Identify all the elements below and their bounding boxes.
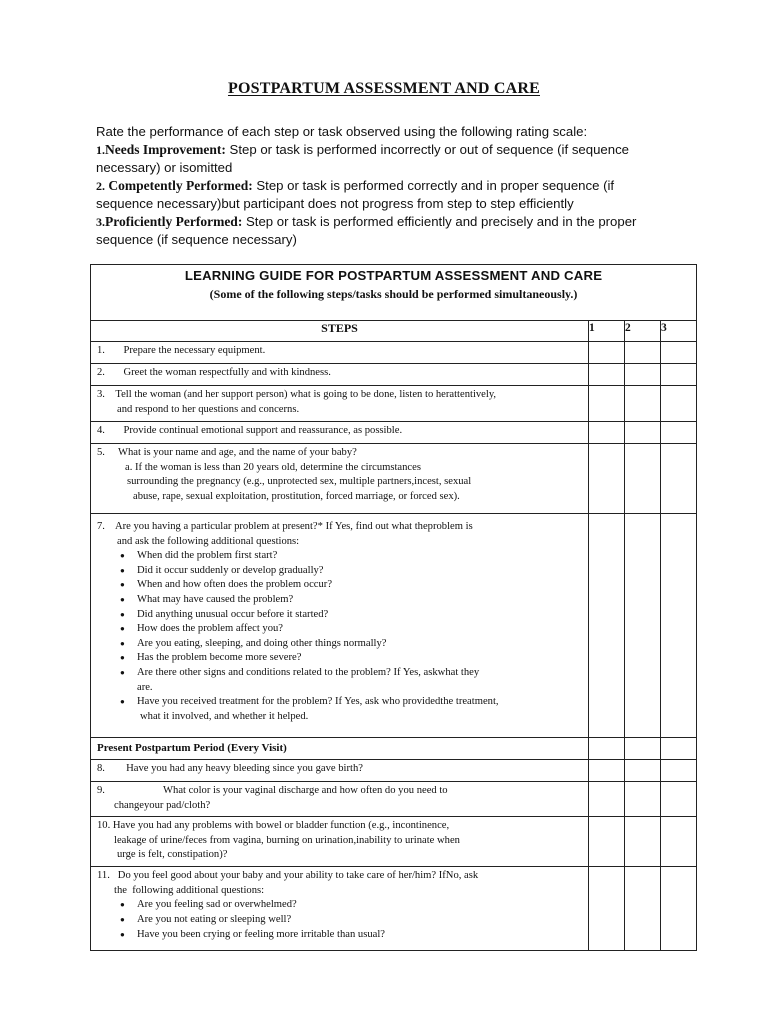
- step-cell: 7. Are you having a particular problem at present?* If Yes, find out what theproblem is and ask the following additional questions: ● When did the problem first start? ● Did it occur suddenly or develop gradually? ● When and how often does the problem occur? ● What may have caused the problem? ● Did anything unusual occur before it started? ● How does the problem affect you? ● Are you eating, sleeping, and doing other things normally? ● Has the problem become more severe? ● Are there other signs and conditions related to the problem? If Yes, askwhat they are. ● Have you received treatment for the problem? If Yes, ask who providedthe treatment, what it involved, and whether it helped.: [91, 514, 589, 738]
- rating-cell-2[interactable]: [625, 422, 661, 444]
- rating-cell-2[interactable]: [625, 514, 661, 738]
- step-cell: 5. What is your name and age, and the name of your baby? a. If the woman is less than 20 years old, determine the circumstances surrounding the pregnancy (e.g., unprotected sex, multiple partners,incest, sexual abuse, rape, sexual exploitation, prostitution, forced marriage, or forced sex).: [91, 444, 589, 514]
- table-row: [91, 867, 697, 951]
- question-list: [97, 549, 582, 724]
- list-item: ● Has the problem become more severe?: [120, 651, 582, 666]
- document-title: POSTPARTUM ASSESSMENT AND CARE: [227, 80, 540, 97]
- step-cell: 1. Prepare the necessary equipment.: [91, 342, 589, 364]
- rating-cell-3[interactable]: [661, 444, 697, 514]
- list-item: ● Are you not eating or sleeping well?: [120, 913, 582, 928]
- list-item: ● Are there other signs and conditions related to the problem? If Yes, askwhat they are.: [120, 666, 582, 695]
- rating-cell-2[interactable]: [625, 867, 661, 951]
- list-item: ● Did it occur suddenly or develop gradually?: [120, 564, 582, 579]
- guide-title: LEARNING GUIDE FOR POSTPARTUM ASSESSMENT AND CARE: [184, 268, 603, 283]
- step-cell: 9. What color is your vaginal discharge and how often do you need to changeyour pad/cloth?: [91, 782, 589, 817]
- rating-cell-3[interactable]: [661, 760, 697, 782]
- table-row: [91, 386, 697, 422]
- step-cell: 4. Provide continual emotional support and reassurance, as possible.: [91, 422, 589, 444]
- list-item: ● Have you received treatment for the problem? If Yes, ask who providedthe treatment, what it involved, and whether it helped.: [120, 695, 582, 724]
- rating-cell-2[interactable]: [625, 342, 661, 364]
- rating-cell-1[interactable]: [589, 738, 625, 760]
- guide-subtitle: (Some of the following steps/tasks should be performed simultaneously.): [209, 287, 578, 301]
- rating-cell-1[interactable]: [589, 867, 625, 951]
- table-row: [91, 817, 697, 867]
- rating-cell-2[interactable]: [625, 738, 661, 760]
- list-item: ● When and how often does the problem occur?: [120, 578, 582, 593]
- scale-item-1-cont: necessary) or isomitted: [96, 160, 233, 175]
- rating-cell-2[interactable]: [625, 760, 661, 782]
- section-heading: Present Postpartum Period (Every Visit): [91, 738, 589, 760]
- rating-cell-1[interactable]: [589, 342, 625, 364]
- step-cell: 11. Do you feel good about your baby and your ability to take care of her/him? IfNo, ask the following additional questions: ● Are you feeling sad or overwhelmed? ● Are you not eating or sleeping well? ● Have you been crying or feeling more irritable than usual?: [91, 867, 589, 951]
- steps-column-header: STEPS: [91, 321, 589, 342]
- column-header-row: [91, 321, 697, 342]
- table-row: [91, 760, 697, 782]
- rating-3-column-header: 3: [661, 321, 697, 342]
- list-item: ● Did anything unusual occur before it started?: [120, 608, 582, 623]
- rating-cell-2[interactable]: [625, 817, 661, 867]
- rating-cell-3[interactable]: [661, 738, 697, 760]
- table-row: [91, 514, 697, 738]
- section-header-row: [91, 738, 697, 760]
- step-cell: 10. Have you had any problems with bowel or bladder function (e.g., incontinence, leakage of urine/feces from vagina, burning on urination,inability to urinate when urge is felt, constipation)?: [91, 817, 589, 867]
- rating-cell-1[interactable]: [589, 422, 625, 444]
- table-row: [91, 782, 697, 817]
- guide-header-row: [91, 265, 697, 321]
- rating-cell-1[interactable]: [589, 386, 625, 422]
- scale-item-2-cont: sequence necessary)but participant does not progress from step to step efficiently: [96, 196, 574, 211]
- rating-instructions: [96, 123, 696, 249]
- rating-cell-3[interactable]: [661, 782, 697, 817]
- step-cell: 3. Tell the woman (and her support person) what is going to be done, listen to herattentively, and respond to her questions and concerns.: [91, 386, 589, 422]
- rating-cell-1[interactable]: [589, 817, 625, 867]
- rating-cell-2[interactable]: [625, 444, 661, 514]
- list-item: ● Are you eating, sleeping, and doing other things normally?: [120, 637, 582, 652]
- rating-2-column-header: 2: [625, 321, 661, 342]
- rating-cell-3[interactable]: [661, 867, 697, 951]
- rating-cell-3[interactable]: [661, 817, 697, 867]
- rating-cell-1[interactable]: [589, 760, 625, 782]
- table-row: [91, 364, 697, 386]
- rating-cell-2[interactable]: [625, 782, 661, 817]
- list-item: ● How does the problem affect you?: [120, 622, 582, 637]
- table-row: [91, 342, 697, 364]
- list-item: ● Have you been crying or feeling more irritable than usual?: [120, 928, 582, 943]
- step-cell: 8. Have you had any heavy bleeding since you gave birth?: [91, 760, 589, 782]
- rating-cell-3[interactable]: [661, 386, 697, 422]
- rating-cell-1[interactable]: [589, 514, 625, 738]
- rating-cell-3[interactable]: [661, 422, 697, 444]
- rating-cell-2[interactable]: [625, 386, 661, 422]
- rating-cell-3[interactable]: [661, 364, 697, 386]
- scale-item-2: 2. Competently Performed: Step or task is performed correctly and in proper sequence (if: [96, 178, 615, 193]
- question-list: [97, 898, 582, 942]
- rating-1-column-header: 1: [589, 321, 625, 342]
- list-item: ● Are you feeling sad or overwhelmed?: [120, 898, 582, 913]
- scale-item-1: 1.Needs Improvement: Step or task is performed incorrectly or out of sequence (if sequence: [96, 142, 630, 157]
- rating-cell-1[interactable]: [589, 444, 625, 514]
- rating-cell-1[interactable]: [589, 364, 625, 386]
- intro-text: Rate the performance of each step or task observed using the following rating scale:: [96, 124, 588, 139]
- step-cell: 2. Greet the woman respectfully and with kindness.: [91, 364, 589, 386]
- rating-cell-1[interactable]: [589, 782, 625, 817]
- list-item: ● What may have caused the problem?: [120, 593, 582, 608]
- table-row: [91, 422, 697, 444]
- table-row: [91, 444, 697, 514]
- scale-item-3-cont: sequence (if sequence necessary): [96, 232, 297, 247]
- guide-header-cell: [91, 265, 697, 321]
- rating-cell-2[interactable]: [625, 364, 661, 386]
- list-item: ● When did the problem first start?: [120, 549, 582, 564]
- rating-cell-3[interactable]: [661, 514, 697, 738]
- scale-item-3: 3.Proficiently Performed: Step or task is performed efficiently and precisely and in the proper: [96, 214, 637, 229]
- learning-guide-table: [90, 264, 697, 951]
- rating-cell-3[interactable]: [661, 342, 697, 364]
